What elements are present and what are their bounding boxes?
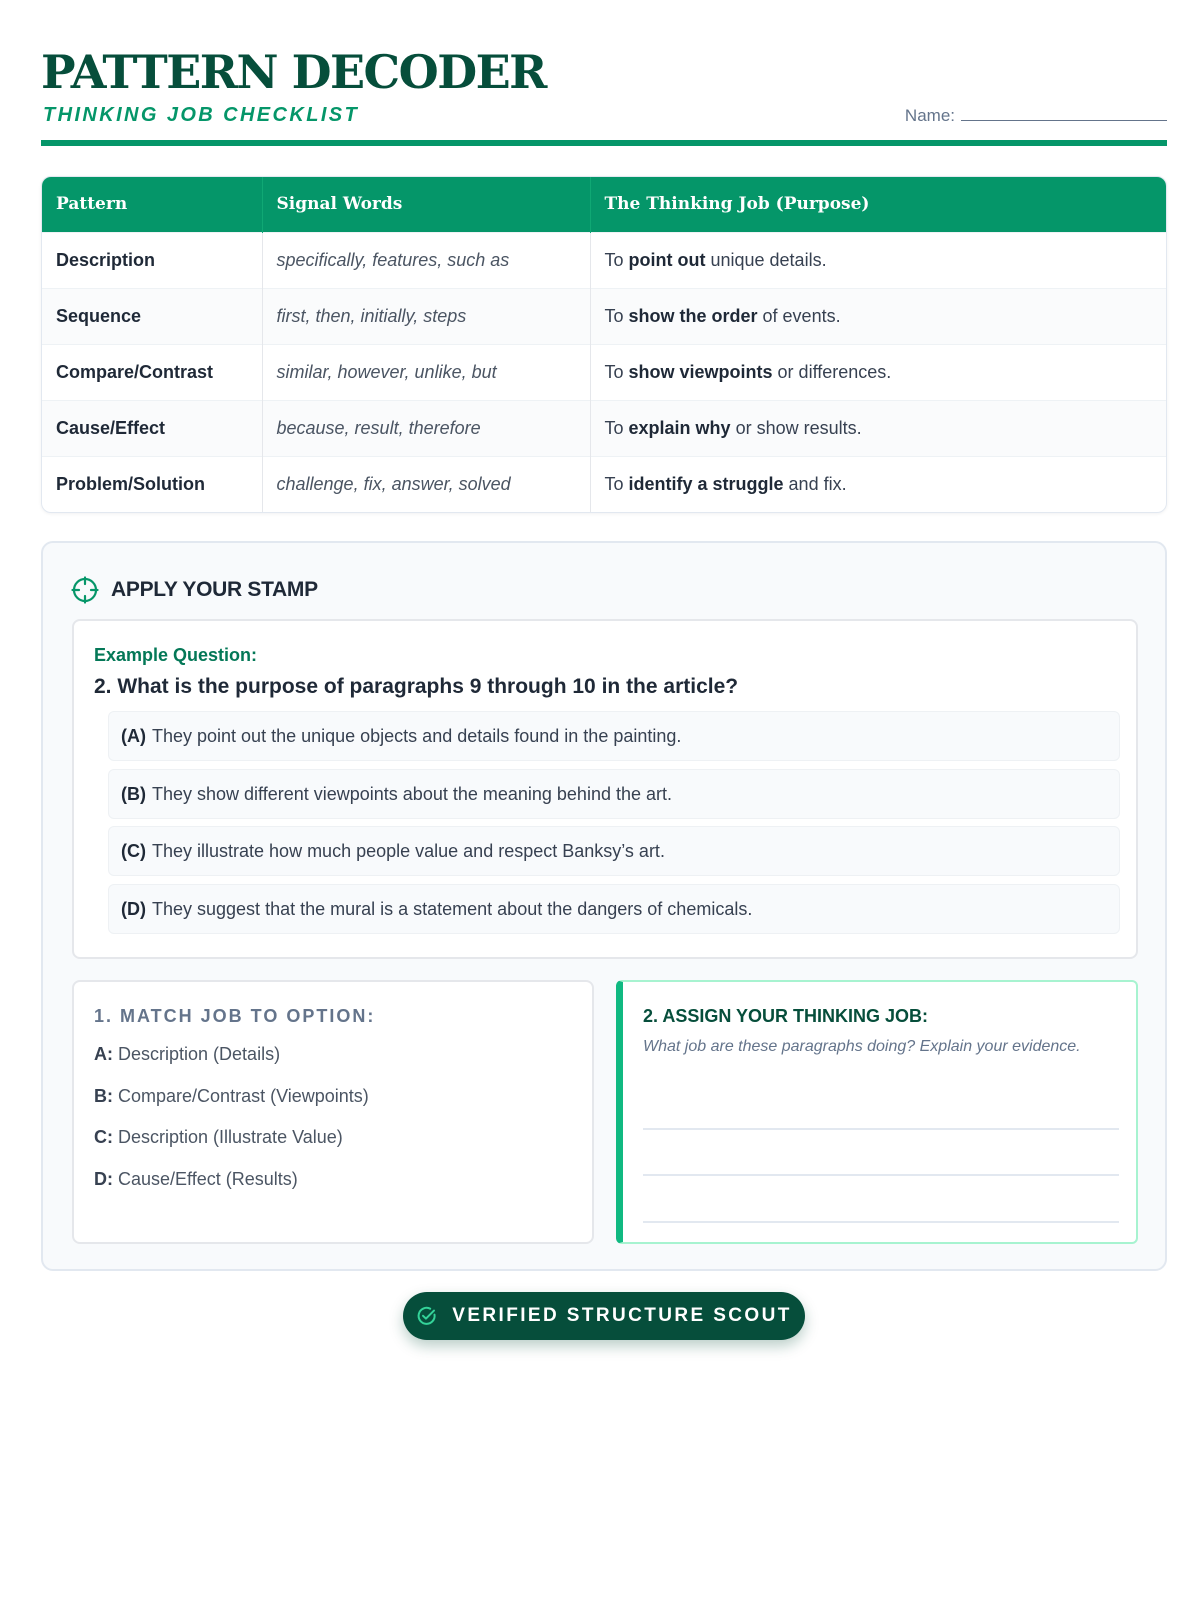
purpose-cell: [590, 232, 1166, 288]
match-key: C:: [94, 1127, 113, 1147]
answer-line[interactable]: [643, 1174, 1119, 1176]
purpose-keyword: point out: [628, 249, 706, 270]
match-value: Compare/Contrast (Viewpoints): [118, 1086, 369, 1106]
name-blank-line[interactable]: [961, 106, 1167, 121]
table-row: [42, 232, 1166, 288]
assign-job-card: [616, 980, 1138, 1244]
match-item: [94, 1086, 369, 1107]
option-letter: (C): [121, 840, 146, 861]
answer-line[interactable]: [643, 1128, 1119, 1130]
pattern-cell: Problem/Solution: [42, 456, 262, 512]
column-header-thinking-job: The Thinking Job (Purpose): [590, 177, 1166, 232]
pattern-cell: Compare/Contrast: [42, 344, 262, 400]
option-letter: (A): [121, 725, 146, 746]
answer-line[interactable]: [643, 1221, 1119, 1223]
table-row: [42, 456, 1166, 512]
purpose-text: of events.: [757, 305, 841, 326]
purpose-text: To: [604, 473, 629, 494]
purpose-keyword: show the order: [628, 305, 758, 326]
answer-option-b[interactable]: [108, 769, 1120, 819]
option-text: They point out the unique objects and details found in the painting.: [152, 725, 682, 746]
pattern-cell: Cause/Effect: [42, 400, 262, 456]
signal-words-cell: because, result, therefore: [262, 400, 590, 456]
option-letter: (D): [121, 898, 146, 919]
option-text: They suggest that the mural is a statement about the dangers of chemicals.: [152, 898, 753, 919]
purpose-keyword: identify a struggle: [628, 473, 784, 494]
match-title: 1. MATCH JOB TO OPTION:: [94, 1006, 376, 1026]
header: [41, 44, 1167, 146]
assign-title: 2. ASSIGN YOUR THINKING JOB:: [643, 1006, 929, 1026]
pattern-table: [41, 176, 1167, 513]
apply-header: [71, 575, 318, 605]
column-header-pattern: Pattern: [42, 177, 262, 232]
purpose-text: To: [604, 417, 629, 438]
purpose-text: To: [604, 305, 629, 326]
name-label: Name:: [904, 106, 955, 125]
match-key: D:: [94, 1169, 113, 1189]
table-row: [42, 344, 1166, 400]
purpose-keyword: show viewpoints: [628, 361, 773, 382]
purpose-cell: [590, 288, 1166, 344]
verified-badge: [403, 1292, 805, 1340]
match-value: Description (Details): [118, 1044, 281, 1064]
match-item: [94, 1044, 280, 1065]
purpose-text: To: [604, 361, 629, 382]
check-circle-icon: [416, 1305, 438, 1327]
assign-prompt: What job are these paragraphs doing? Explain your evidence.: [643, 1038, 1081, 1055]
apply-stamp-section: [41, 541, 1167, 1271]
signal-words-cell: similar, however, unlike, but: [262, 344, 590, 400]
table-row: [42, 288, 1166, 344]
page-title: PATTERN DECODER: [41, 45, 546, 99]
purpose-keyword: explain why: [628, 417, 731, 438]
purpose-cell: [590, 344, 1166, 400]
signal-words-cell: first, then, initially, steps: [262, 288, 590, 344]
pattern-cell: Description: [42, 232, 262, 288]
purpose-text: or differences.: [772, 361, 892, 382]
question-label: Example Question:: [94, 645, 258, 665]
example-question-card: [72, 619, 1138, 959]
answer-option-a[interactable]: [108, 711, 1120, 761]
match-key: A:: [94, 1044, 113, 1064]
match-item: [94, 1169, 298, 1190]
answer-option-d[interactable]: [108, 884, 1120, 934]
page-subtitle: THINKING JOB CHECKLIST: [43, 104, 360, 126]
purpose-text: or show results.: [730, 417, 862, 438]
answer-option-c[interactable]: [108, 826, 1120, 876]
match-job-card: [72, 980, 594, 1244]
option-text: They show different viewpoints about the meaning behind the art.: [152, 783, 672, 804]
badge-label: VERIFIED STRUCTURE SCOUT: [452, 1305, 792, 1326]
table-row: [42, 400, 1166, 456]
apply-title: APPLY YOUR STAMP: [111, 578, 318, 601]
match-value: Description (Illustrate Value): [118, 1127, 343, 1147]
match-value: Cause/Effect (Results): [118, 1169, 298, 1189]
purpose-text: unique details.: [705, 249, 827, 270]
name-field[interactable]: [905, 106, 1167, 126]
option-letter: (B): [121, 783, 146, 804]
question-text: 2. What is the purpose of paragraphs 9 through 10 in the article?: [94, 675, 739, 698]
signal-words-cell: challenge, fix, answer, solved: [262, 456, 590, 512]
pattern-cell: Sequence: [42, 288, 262, 344]
purpose-cell: [590, 456, 1166, 512]
column-header-signal-words: Signal Words: [262, 177, 590, 232]
match-item: [94, 1127, 343, 1148]
match-key: B:: [94, 1086, 113, 1106]
option-text: They illustrate how much people value and respect Banksy’s art.: [152, 840, 665, 861]
table-header-row: [42, 177, 1166, 232]
purpose-text: To: [604, 249, 629, 270]
purpose-text: and fix.: [783, 473, 847, 494]
signal-words-cell: specifically, features, such as: [262, 232, 590, 288]
purpose-cell: [590, 400, 1166, 456]
crosshair-icon: [71, 576, 99, 604]
